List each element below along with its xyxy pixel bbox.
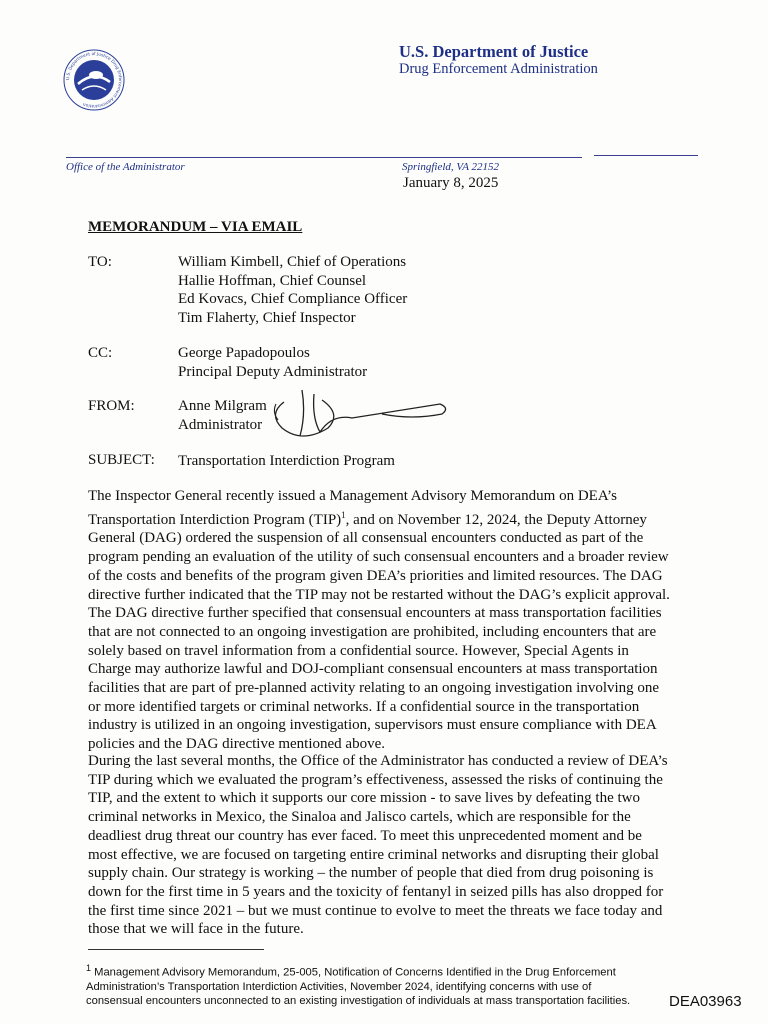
sender-name: Anne Milgram: [178, 398, 267, 414]
footnote-line: [86, 961, 630, 980]
footnote-ref: 1: [341, 509, 346, 520]
body-line: criminal networks in Mexico, the Sinaloa and Jalisco cartels, which are responsible for the: [88, 809, 631, 826]
footnote-divider: [88, 949, 264, 950]
body-line: that are not connected to an ongoing investigation are prohibited, including encounters that are: [88, 623, 657, 640]
subject-text: Transportation Interdiction Program: [178, 453, 395, 469]
agency-name: Drug Enforcement Administration: [399, 61, 598, 77]
cc-name: George Papadopoulos: [178, 345, 310, 361]
footnote-line: consensual encounters unconnected to an existing investigation of individuals at mass transportation facilities.: [86, 995, 631, 1008]
body-line: Charge may authorize lawful and DOJ-compliant consensual encounters at mass transportation: [88, 661, 658, 678]
recipient: Ed Kovacs, Chief Compliance Officer: [178, 291, 408, 308]
sender-title: Administrator: [178, 416, 263, 433]
body-line: most effective, we are focused on targeting entire criminal networks and disrupting their global: [88, 846, 659, 863]
body-paragraph-1: [88, 487, 708, 754]
body-line: During the last several months, the Office of the Administrator has conducted a review of DEA’s: [88, 753, 668, 769]
letterhead-rule-right: [594, 155, 698, 156]
doj-dea-seal: [62, 48, 126, 112]
cc-recipients: [178, 344, 367, 381]
footnote-line: Administration’s Transportation Interdiction Activities, November 2024, identifying concerns with use of: [86, 980, 592, 993]
footnote: [86, 961, 630, 1008]
footnote-text: Management Advisory Memorandum, 25-005, Notification of Concerns Identified in the Drug Enforcement: [91, 966, 616, 979]
body-line: The DAG directive further specified that consensual encounters at mass transportation facilities: [88, 605, 662, 622]
department-name: U.S. Department of Justice: [399, 42, 589, 61]
memo-title: MEMORANDUM – VIA EMAIL: [88, 219, 303, 235]
body-line: directive further indicated that the TIP may not be restarted without the DAG’s explicit approval.: [88, 586, 670, 603]
body-line: solely based on travel information from a confidential source. However, Special Agents in: [88, 642, 629, 659]
from-label: FROM:: [88, 398, 135, 414]
subject-label: SUBJECT:: [88, 452, 155, 468]
office-location: Springfield, VA 22152: [402, 161, 500, 173]
memo-date: January 8, 2025: [403, 175, 499, 191]
to-recipients: [178, 253, 407, 328]
bates-number: DEA03963: [669, 993, 742, 1010]
body-line: TIP, and the extent to which it supports our core mission - to save lives by defeating the two: [88, 790, 640, 807]
body-line: [88, 506, 708, 530]
body-line: or more identified targets or criminal networks. If a confidential source in the transportation: [88, 698, 640, 715]
cc-label: CC:: [88, 345, 113, 361]
recipient: William Kimbell, Chief of Operations: [178, 254, 407, 270]
seal-text: U.S. Department of Justice Drug Enforcement Administration: [64, 50, 124, 110]
office-name: Office of the Administrator: [66, 161, 185, 173]
from-sender: [178, 397, 267, 434]
body-text: Transportation Interdiction Program (TIP): [88, 511, 342, 528]
body-line: General (DAG) ordered the suspension of all consensual encounters conducted as part of the: [88, 530, 644, 547]
body-line: down for the first time in 5 years and the toxicity of fentanyl in seized pills has also dropped for: [88, 883, 664, 900]
body-line: program pending an evaluation of the utility of such consensual encounters and a broader review: [88, 549, 669, 566]
body-line: of the costs and benefits of the program given DEA’s priorities and limited resources. The DAG: [88, 567, 663, 584]
body-line: those that we will face in the future.: [88, 921, 304, 938]
body-line: TIP during which we evaluated the program’s effectiveness, assessed the risks of continuing the: [88, 771, 663, 788]
footnote-number: 1: [86, 963, 92, 973]
cc-title: Principal Deputy Administrator: [178, 363, 368, 380]
body-line: industry is utilized in an ongoing investigation, supervisors must ensure compliance with DEA: [88, 717, 657, 734]
body-line: supply chain. Our strategy is working – the number of people that died from drug poisoning is: [88, 865, 654, 882]
to-label: TO:: [88, 254, 112, 270]
recipient: Tim Flaherty, Chief Inspector: [178, 310, 356, 327]
letterhead-rule: [66, 157, 582, 158]
body-text: , and on November 12, 2024, the Deputy Attorney: [345, 511, 647, 528]
recipient: Hallie Hoffman, Chief Counsel: [178, 272, 367, 289]
body-line: deadliest drug threat our country has ever faced. To meet this unprecedented moment and be: [88, 827, 642, 844]
body-line: the first time since 2021 – but we must continue to evolve to meet the threats we face today and: [88, 902, 663, 919]
body-paragraph-2: [88, 752, 708, 939]
body-line: facilities that are part of pre-planned activity relating to an ongoing investigation involving one: [88, 680, 660, 697]
body-line: The Inspector General recently issued a Management Advisory Memorandum on DEA’s: [88, 488, 618, 504]
handwritten-signature: [262, 384, 452, 444]
body-line: policies and the DAG directive mentioned above.: [88, 736, 385, 753]
